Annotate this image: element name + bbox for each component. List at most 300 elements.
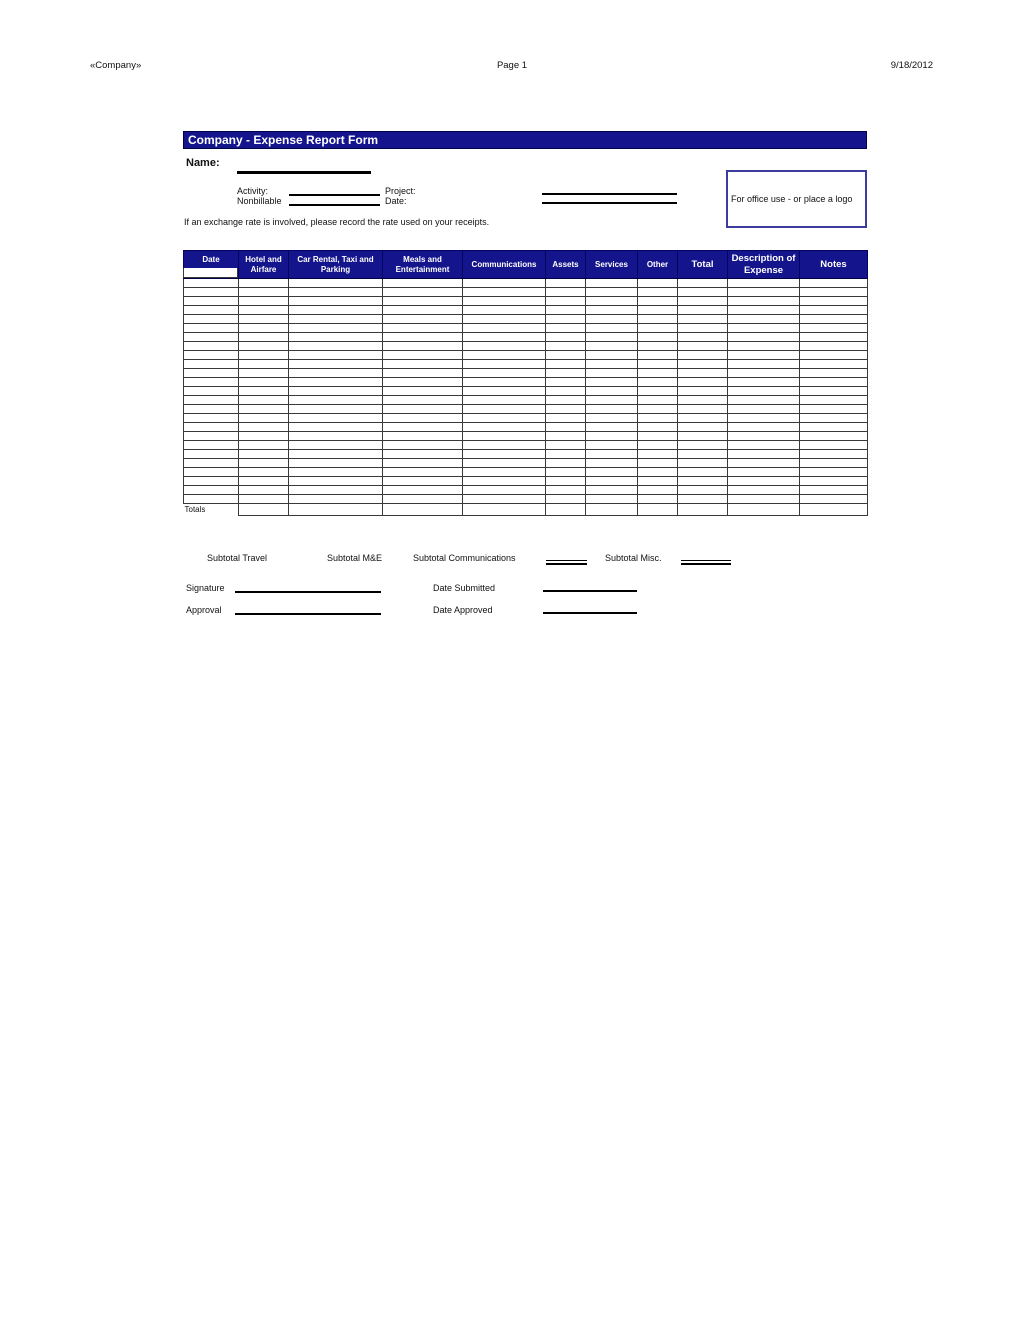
empty-cell xyxy=(239,306,289,315)
totals-label: Totals xyxy=(184,505,206,515)
empty-cell xyxy=(546,342,586,351)
empty-cell xyxy=(638,324,678,333)
empty-cell xyxy=(586,441,638,450)
empty-cell xyxy=(728,387,800,396)
empty-cell xyxy=(800,369,868,378)
expense-empty-row xyxy=(184,405,868,414)
empty-cell xyxy=(638,495,678,504)
subtotal-communications-total-line xyxy=(546,560,587,565)
empty-cell xyxy=(678,360,728,369)
empty-cell xyxy=(638,297,678,306)
empty-cell xyxy=(728,342,800,351)
expense-empty-row xyxy=(184,288,868,297)
empty-cell xyxy=(289,495,383,504)
empty-cell xyxy=(463,288,546,297)
expense-empty-row xyxy=(184,315,868,324)
expense-empty-row xyxy=(184,342,868,351)
empty-cell xyxy=(678,306,728,315)
empty-cell xyxy=(586,486,638,495)
name-label: Name: xyxy=(186,157,220,169)
empty-cell xyxy=(239,477,289,486)
empty-cell xyxy=(239,297,289,306)
empty-cell xyxy=(239,423,289,432)
empty-cell xyxy=(383,432,463,441)
empty-cell xyxy=(184,315,239,324)
empty-cell xyxy=(546,279,586,288)
empty-cell xyxy=(239,288,289,297)
empty-cell xyxy=(546,396,586,405)
expense-empty-row xyxy=(184,441,868,450)
empty-cell xyxy=(586,315,638,324)
empty-cell xyxy=(728,351,800,360)
empty-cell xyxy=(239,351,289,360)
empty-cell xyxy=(289,387,383,396)
empty-cell xyxy=(728,486,800,495)
empty-cell xyxy=(800,378,868,387)
empty-cell xyxy=(239,450,289,459)
empty-cell xyxy=(800,351,868,360)
empty-cell xyxy=(800,468,868,477)
empty-cell xyxy=(678,324,728,333)
empty-cell xyxy=(678,387,728,396)
empty-cell xyxy=(184,450,239,459)
date-approved-line xyxy=(543,612,637,614)
empty-cell xyxy=(546,369,586,378)
totals-cell xyxy=(638,504,678,516)
expense-empty-row xyxy=(184,414,868,423)
empty-cell xyxy=(184,387,239,396)
empty-cell xyxy=(463,360,546,369)
totals-cell xyxy=(546,504,586,516)
empty-cell xyxy=(586,324,638,333)
empty-cell xyxy=(289,378,383,387)
empty-cell xyxy=(289,333,383,342)
empty-cell xyxy=(678,279,728,288)
page-header-page-number: Page 1 xyxy=(496,60,528,71)
empty-cell xyxy=(586,378,638,387)
empty-cell xyxy=(728,405,800,414)
empty-cell xyxy=(546,405,586,414)
expense-empty-row xyxy=(184,387,868,396)
empty-cell xyxy=(546,450,586,459)
empty-cell xyxy=(239,378,289,387)
empty-cell xyxy=(289,477,383,486)
empty-cell xyxy=(239,396,289,405)
expense-empty-row xyxy=(184,423,868,432)
expense-empty-row xyxy=(184,459,868,468)
empty-cell xyxy=(638,432,678,441)
empty-cell xyxy=(638,477,678,486)
approval-line xyxy=(235,613,381,615)
empty-cell xyxy=(800,333,868,342)
empty-cell xyxy=(239,441,289,450)
empty-cell xyxy=(463,423,546,432)
empty-cell xyxy=(728,297,800,306)
empty-cell xyxy=(463,432,546,441)
col-header-date: Date xyxy=(184,251,239,279)
empty-cell xyxy=(800,306,868,315)
empty-cell xyxy=(289,297,383,306)
empty-cell xyxy=(239,342,289,351)
empty-cell xyxy=(800,414,868,423)
col-header-communications: Communications xyxy=(463,251,546,279)
empty-cell xyxy=(678,432,728,441)
empty-cell xyxy=(546,414,586,423)
empty-cell xyxy=(289,315,383,324)
empty-cell xyxy=(184,342,239,351)
empty-cell xyxy=(586,423,638,432)
empty-cell xyxy=(463,441,546,450)
empty-cell xyxy=(638,441,678,450)
empty-cell xyxy=(239,405,289,414)
empty-cell xyxy=(184,306,239,315)
empty-cell xyxy=(184,486,239,495)
page-header-company: «Company» xyxy=(90,60,142,71)
empty-cell xyxy=(728,378,800,387)
empty-cell xyxy=(546,432,586,441)
empty-cell xyxy=(184,495,239,504)
empty-cell xyxy=(728,468,800,477)
empty-cell xyxy=(184,351,239,360)
empty-cell xyxy=(800,495,868,504)
empty-cell xyxy=(800,423,868,432)
empty-cell xyxy=(546,387,586,396)
expense-table-header-row xyxy=(184,251,868,279)
col-header-hotel-airfare: Hotel and Airfare xyxy=(239,251,289,279)
empty-cell xyxy=(728,288,800,297)
date-header-notch xyxy=(183,268,238,278)
empty-cell xyxy=(586,468,638,477)
empty-cell xyxy=(728,423,800,432)
empty-cell xyxy=(546,306,586,315)
empty-cell xyxy=(678,333,728,342)
empty-cell xyxy=(184,405,239,414)
empty-cell xyxy=(289,351,383,360)
expense-table xyxy=(183,250,868,516)
empty-cell xyxy=(289,414,383,423)
empty-cell xyxy=(678,369,728,378)
empty-cell xyxy=(800,405,868,414)
totals-cell xyxy=(678,504,728,516)
empty-cell xyxy=(184,360,239,369)
empty-cell xyxy=(678,423,728,432)
empty-cell xyxy=(239,387,289,396)
empty-cell xyxy=(383,378,463,387)
empty-cell xyxy=(638,333,678,342)
empty-cell xyxy=(463,342,546,351)
empty-cell xyxy=(184,396,239,405)
empty-cell xyxy=(463,297,546,306)
empty-cell xyxy=(586,495,638,504)
col-header-meals: Meals and Entertainment xyxy=(383,251,463,279)
subtotal-misc-label: Subtotal Misc. xyxy=(605,553,662,563)
totals-cell xyxy=(239,504,289,516)
empty-cell xyxy=(638,450,678,459)
empty-cell xyxy=(239,333,289,342)
empty-cell xyxy=(289,396,383,405)
empty-cell xyxy=(800,360,868,369)
expense-empty-row xyxy=(184,306,868,315)
empty-cell xyxy=(546,315,586,324)
empty-cell xyxy=(383,477,463,486)
empty-cell xyxy=(678,297,728,306)
signature-line xyxy=(235,591,381,593)
subtotal-misc-total-line xyxy=(681,560,731,565)
activity-fill-line xyxy=(289,194,380,196)
date-submitted-line xyxy=(543,590,637,592)
totals-cell xyxy=(463,504,546,516)
empty-cell xyxy=(383,405,463,414)
empty-cell xyxy=(546,423,586,432)
empty-cell xyxy=(678,351,728,360)
empty-cell xyxy=(383,288,463,297)
empty-cell xyxy=(239,369,289,378)
empty-cell xyxy=(383,468,463,477)
empty-cell xyxy=(728,432,800,441)
empty-cell xyxy=(463,333,546,342)
totals-cell xyxy=(586,504,638,516)
empty-cell xyxy=(383,450,463,459)
empty-cell xyxy=(184,324,239,333)
empty-cell xyxy=(638,423,678,432)
col-header-services: Services xyxy=(586,251,638,279)
empty-cell xyxy=(586,369,638,378)
totals-cell xyxy=(383,504,463,516)
empty-cell xyxy=(678,486,728,495)
empty-cell xyxy=(728,396,800,405)
empty-cell xyxy=(586,360,638,369)
empty-cell xyxy=(678,315,728,324)
empty-cell xyxy=(638,468,678,477)
date-approved-label: Date Approved xyxy=(433,605,493,615)
expense-empty-row xyxy=(184,351,868,360)
empty-cell xyxy=(184,378,239,387)
empty-cell xyxy=(800,432,868,441)
empty-cell xyxy=(383,396,463,405)
empty-cell xyxy=(289,324,383,333)
empty-cell xyxy=(800,441,868,450)
empty-cell xyxy=(239,468,289,477)
nonbillable-label: Nonbillable xyxy=(237,196,282,206)
empty-cell xyxy=(463,486,546,495)
empty-cell xyxy=(728,333,800,342)
office-use-box xyxy=(726,170,867,228)
empty-cell xyxy=(800,387,868,396)
empty-cell xyxy=(289,450,383,459)
empty-cell xyxy=(638,459,678,468)
empty-cell xyxy=(678,396,728,405)
empty-cell xyxy=(239,459,289,468)
empty-cell xyxy=(678,450,728,459)
empty-cell xyxy=(463,495,546,504)
empty-cell xyxy=(800,279,868,288)
col-header-other: Other xyxy=(638,251,678,279)
empty-cell xyxy=(638,369,678,378)
empty-cell xyxy=(239,432,289,441)
col-header-notes: Notes xyxy=(800,251,868,279)
empty-cell xyxy=(546,351,586,360)
empty-cell xyxy=(383,441,463,450)
empty-cell xyxy=(638,306,678,315)
empty-cell xyxy=(800,297,868,306)
empty-cell xyxy=(463,414,546,423)
empty-cell xyxy=(800,477,868,486)
empty-cell xyxy=(728,441,800,450)
date-fill-line xyxy=(542,202,677,204)
empty-cell xyxy=(638,279,678,288)
empty-cell xyxy=(586,306,638,315)
empty-cell xyxy=(638,342,678,351)
empty-cell xyxy=(463,468,546,477)
empty-cell xyxy=(728,450,800,459)
expense-empty-row xyxy=(184,486,868,495)
empty-cell xyxy=(728,414,800,423)
totals-cell xyxy=(728,504,800,516)
empty-cell xyxy=(289,279,383,288)
empty-cell xyxy=(678,288,728,297)
empty-cell xyxy=(289,423,383,432)
signature-label: Signature xyxy=(186,583,225,593)
expense-empty-row xyxy=(184,369,868,378)
empty-cell xyxy=(383,306,463,315)
empty-cell xyxy=(463,405,546,414)
empty-cell xyxy=(638,288,678,297)
activity-label: Activity: xyxy=(237,186,269,196)
empty-cell xyxy=(184,459,239,468)
empty-cell xyxy=(184,414,239,423)
empty-cell xyxy=(586,288,638,297)
empty-cell xyxy=(463,315,546,324)
empty-cell xyxy=(728,477,800,486)
empty-cell xyxy=(728,279,800,288)
empty-cell xyxy=(383,297,463,306)
empty-cell xyxy=(586,459,638,468)
empty-cell xyxy=(586,387,638,396)
empty-cell xyxy=(239,495,289,504)
empty-cell xyxy=(728,369,800,378)
empty-cell xyxy=(239,486,289,495)
expense-empty-row xyxy=(184,333,868,342)
empty-cell xyxy=(586,396,638,405)
empty-cell xyxy=(586,477,638,486)
empty-cell xyxy=(586,405,638,414)
empty-cell xyxy=(678,342,728,351)
col-header-car-rental: Car Rental, Taxi and Parking xyxy=(289,251,383,279)
empty-cell xyxy=(638,387,678,396)
empty-cell xyxy=(678,468,728,477)
expense-empty-row xyxy=(184,477,868,486)
empty-cell xyxy=(638,405,678,414)
approval-label: Approval xyxy=(186,605,222,615)
totals-cell xyxy=(289,504,383,516)
expense-empty-row xyxy=(184,495,868,504)
empty-cell xyxy=(800,459,868,468)
empty-cell xyxy=(383,342,463,351)
empty-cell xyxy=(463,396,546,405)
empty-cell xyxy=(383,414,463,423)
date-submitted-label: Date Submitted xyxy=(433,583,496,593)
name-fill-line xyxy=(237,171,371,174)
col-header-total: Total xyxy=(678,251,728,279)
empty-cell xyxy=(184,288,239,297)
empty-cell xyxy=(678,495,728,504)
form-title-bar: Company - Expense Report Form xyxy=(183,131,867,149)
expense-empty-row xyxy=(184,396,868,405)
empty-cell xyxy=(546,378,586,387)
nonbillable-fill-line xyxy=(289,204,380,206)
empty-cell xyxy=(184,297,239,306)
empty-cell xyxy=(546,333,586,342)
empty-cell xyxy=(638,396,678,405)
empty-cell xyxy=(800,450,868,459)
empty-cell xyxy=(546,459,586,468)
empty-cell xyxy=(546,495,586,504)
empty-cell xyxy=(383,495,463,504)
empty-cell xyxy=(586,351,638,360)
empty-cell xyxy=(463,459,546,468)
empty-cell xyxy=(638,360,678,369)
subtotal-communications-label: Subtotal Communications xyxy=(413,553,516,563)
empty-cell xyxy=(289,360,383,369)
expense-empty-row xyxy=(184,324,868,333)
empty-cell xyxy=(678,477,728,486)
empty-cell xyxy=(546,441,586,450)
expense-empty-row xyxy=(184,432,868,441)
empty-cell xyxy=(678,441,728,450)
empty-cell xyxy=(678,459,728,468)
empty-cell xyxy=(800,396,868,405)
office-use-box-text: For office use - or place a logo xyxy=(731,194,853,204)
totals-cell xyxy=(800,504,868,516)
empty-cell xyxy=(546,360,586,369)
subtotal-travel-label: Subtotal Travel xyxy=(207,553,268,563)
empty-cell xyxy=(463,450,546,459)
empty-cell xyxy=(800,324,868,333)
empty-cell xyxy=(800,315,868,324)
expense-empty-row xyxy=(184,468,868,477)
empty-cell xyxy=(184,333,239,342)
empty-cell xyxy=(289,459,383,468)
empty-cell xyxy=(383,423,463,432)
empty-cell xyxy=(289,369,383,378)
empty-cell xyxy=(184,369,239,378)
empty-cell xyxy=(289,288,383,297)
empty-cell xyxy=(184,279,239,288)
empty-cell xyxy=(463,324,546,333)
empty-cell xyxy=(638,351,678,360)
empty-cell xyxy=(463,369,546,378)
empty-cell xyxy=(383,459,463,468)
empty-cell xyxy=(184,432,239,441)
empty-cell xyxy=(586,432,638,441)
empty-cell xyxy=(463,477,546,486)
empty-cell xyxy=(463,279,546,288)
empty-cell xyxy=(546,477,586,486)
empty-cell xyxy=(289,486,383,495)
empty-cell xyxy=(800,342,868,351)
empty-cell xyxy=(678,405,728,414)
project-label: Project: xyxy=(385,186,416,196)
empty-cell xyxy=(239,414,289,423)
empty-cell xyxy=(239,324,289,333)
empty-cell xyxy=(638,315,678,324)
empty-cell xyxy=(289,441,383,450)
expense-empty-row xyxy=(184,360,868,369)
empty-cell xyxy=(289,306,383,315)
expense-empty-row xyxy=(184,450,868,459)
empty-cell xyxy=(289,342,383,351)
empty-cell xyxy=(638,486,678,495)
